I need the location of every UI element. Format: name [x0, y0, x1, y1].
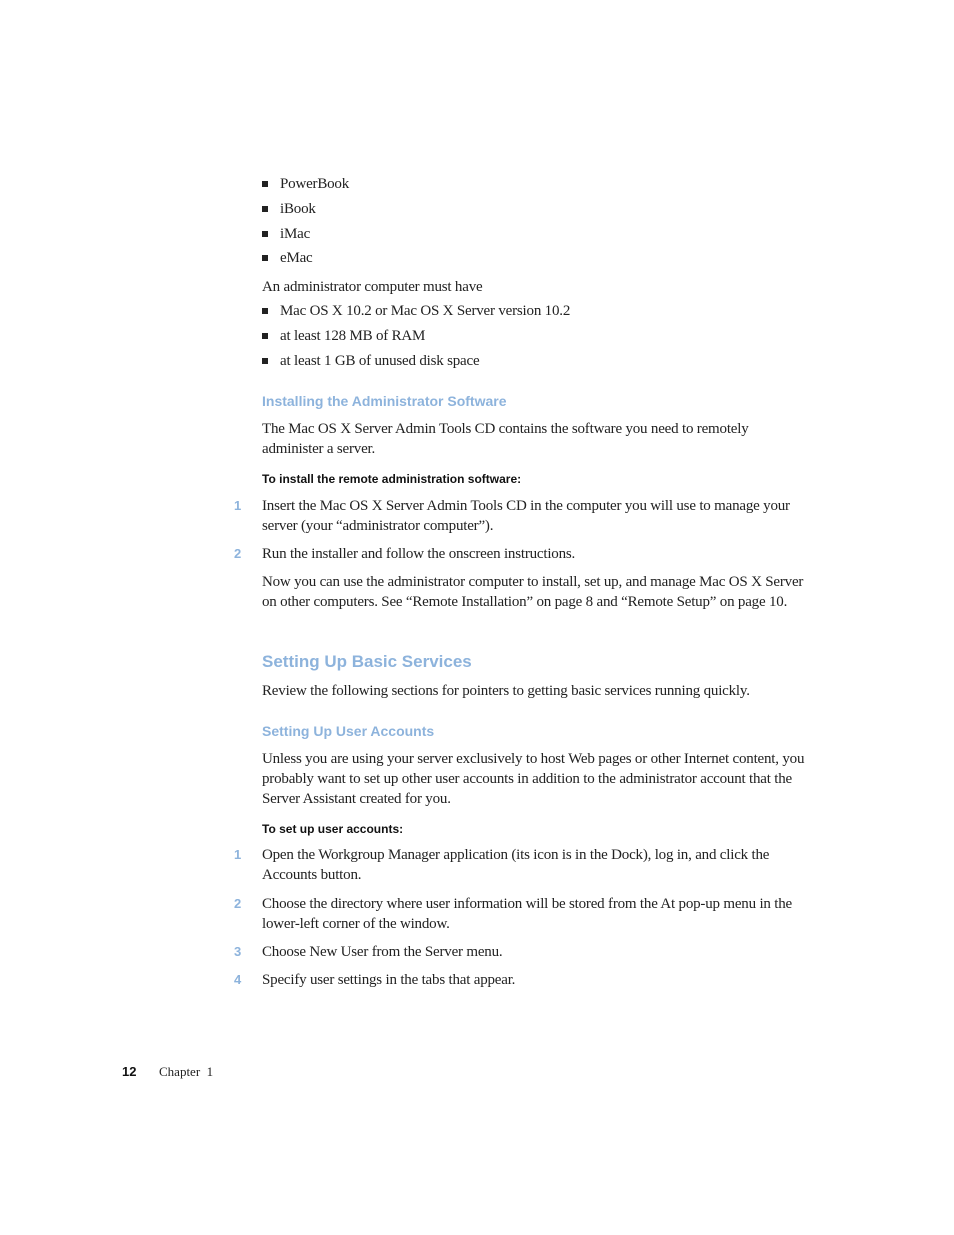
section-paragraph: Unless you are using your server exclusively to host Web pages or other Internet content, you probably want to set up other user accounts in addition to the administrator account that the Server Assistant created for you.: [262, 751, 805, 807]
step-number: 3: [234, 944, 242, 959]
step-text: Run the installer and follow the onscreen instructions.: [262, 546, 576, 562]
procedure-title: To set up user accounts:: [262, 822, 404, 836]
step-text: Open the Workgroup Manager application (its icon is in the Dock), log in, and click the Accounts button.: [262, 847, 770, 883]
square-bullet-icon: [262, 333, 268, 339]
procedure-title: To install the remote administration software:: [262, 472, 522, 486]
step-number: 4: [234, 972, 242, 987]
square-bullet-icon: [262, 308, 268, 314]
step-text: Choose New User from the Server menu.: [262, 944, 503, 960]
section-paragraph: Now you can use the administrator computer to install, set up, and manage Mac OS X Server on other computers. See “Remote Installation” on page 8 and “Remote Setup” on page 10.: [262, 574, 804, 610]
section-heading: Installing the Administrator Software: [262, 393, 507, 409]
square-bullet-icon: [262, 206, 268, 212]
step-text: Insert the Mac OS X Server Admin Tools CD in the computer you will use to manage your server (your “administrator computer”).: [262, 498, 790, 534]
section-paragraph: Review the following sections for pointers to getting basic services running quickly.: [262, 683, 750, 699]
square-bullet-icon: [262, 231, 268, 237]
step-number: 2: [234, 896, 242, 911]
step-number: 1: [234, 498, 242, 513]
square-bullet-icon: [262, 358, 268, 364]
document-page: PowerBook iBook iMac eMac An administrator computer must have Mac OS X 10.2 or Mac OS X Server version 10.2 at least 128 MB of RAM at least 1 GB of unused disk space Installing the Administrator Software The Mac OS X Server Admin Tools CD contains the software you need to remotely administer a server. To install the remote administration software: 1 Insert the Mac OS X Server Admin Tools CD in the computer you will use to manage your server (your “administrator computer”). 2 Run the installer and follow the onscreen instructions. Now you can use the administrator computer to install, set up, and manage Mac OS X Server on other computers. See “Remote Installation” on page 8 and “Remote Setup” on page 10. Setting Up Basic Services Review the following sections for pointers to getting basic services running quickly. Setting Up User Accounts Unless you are using your server exclusively to host Web pages or other Internet content, you probably want to set up other user accounts in addition to the administrator account that the Server Assistant created for you. To set up user accounts: 1 Open the Workgroup Manager application (its icon is in the Dock), log in, and click the Accounts button. 2 Choose the directory where user information will be stored from the At pop-up menu in the lower-left corner of the window. 3 Choose New User from the Server menu. 4 Specify user settings in the tabs that appear. 12 Chapter 1: [0, 0, 954, 1235]
admin-intro: An administrator computer must have: [262, 279, 483, 295]
section-heading: Setting Up Basic Services: [262, 652, 472, 671]
step-number: 2: [234, 546, 242, 561]
step-text: Choose the directory where user information will be stored from the At pop-up menu in the lower-left corner of the window.: [262, 896, 792, 932]
section-paragraph: The Mac OS X Server Admin Tools CD contains the software you need to remotely administer a server.: [262, 421, 749, 457]
step-number: 1: [234, 847, 242, 862]
chapter-label: Chapter 1: [159, 1064, 214, 1079]
square-bullet-icon: [262, 181, 268, 187]
page-number: 12: [122, 1064, 137, 1079]
square-bullet-icon: [262, 255, 268, 261]
section-heading: Setting Up User Accounts: [262, 723, 435, 739]
step-text: Specify user settings in the tabs that appear.: [262, 972, 516, 988]
